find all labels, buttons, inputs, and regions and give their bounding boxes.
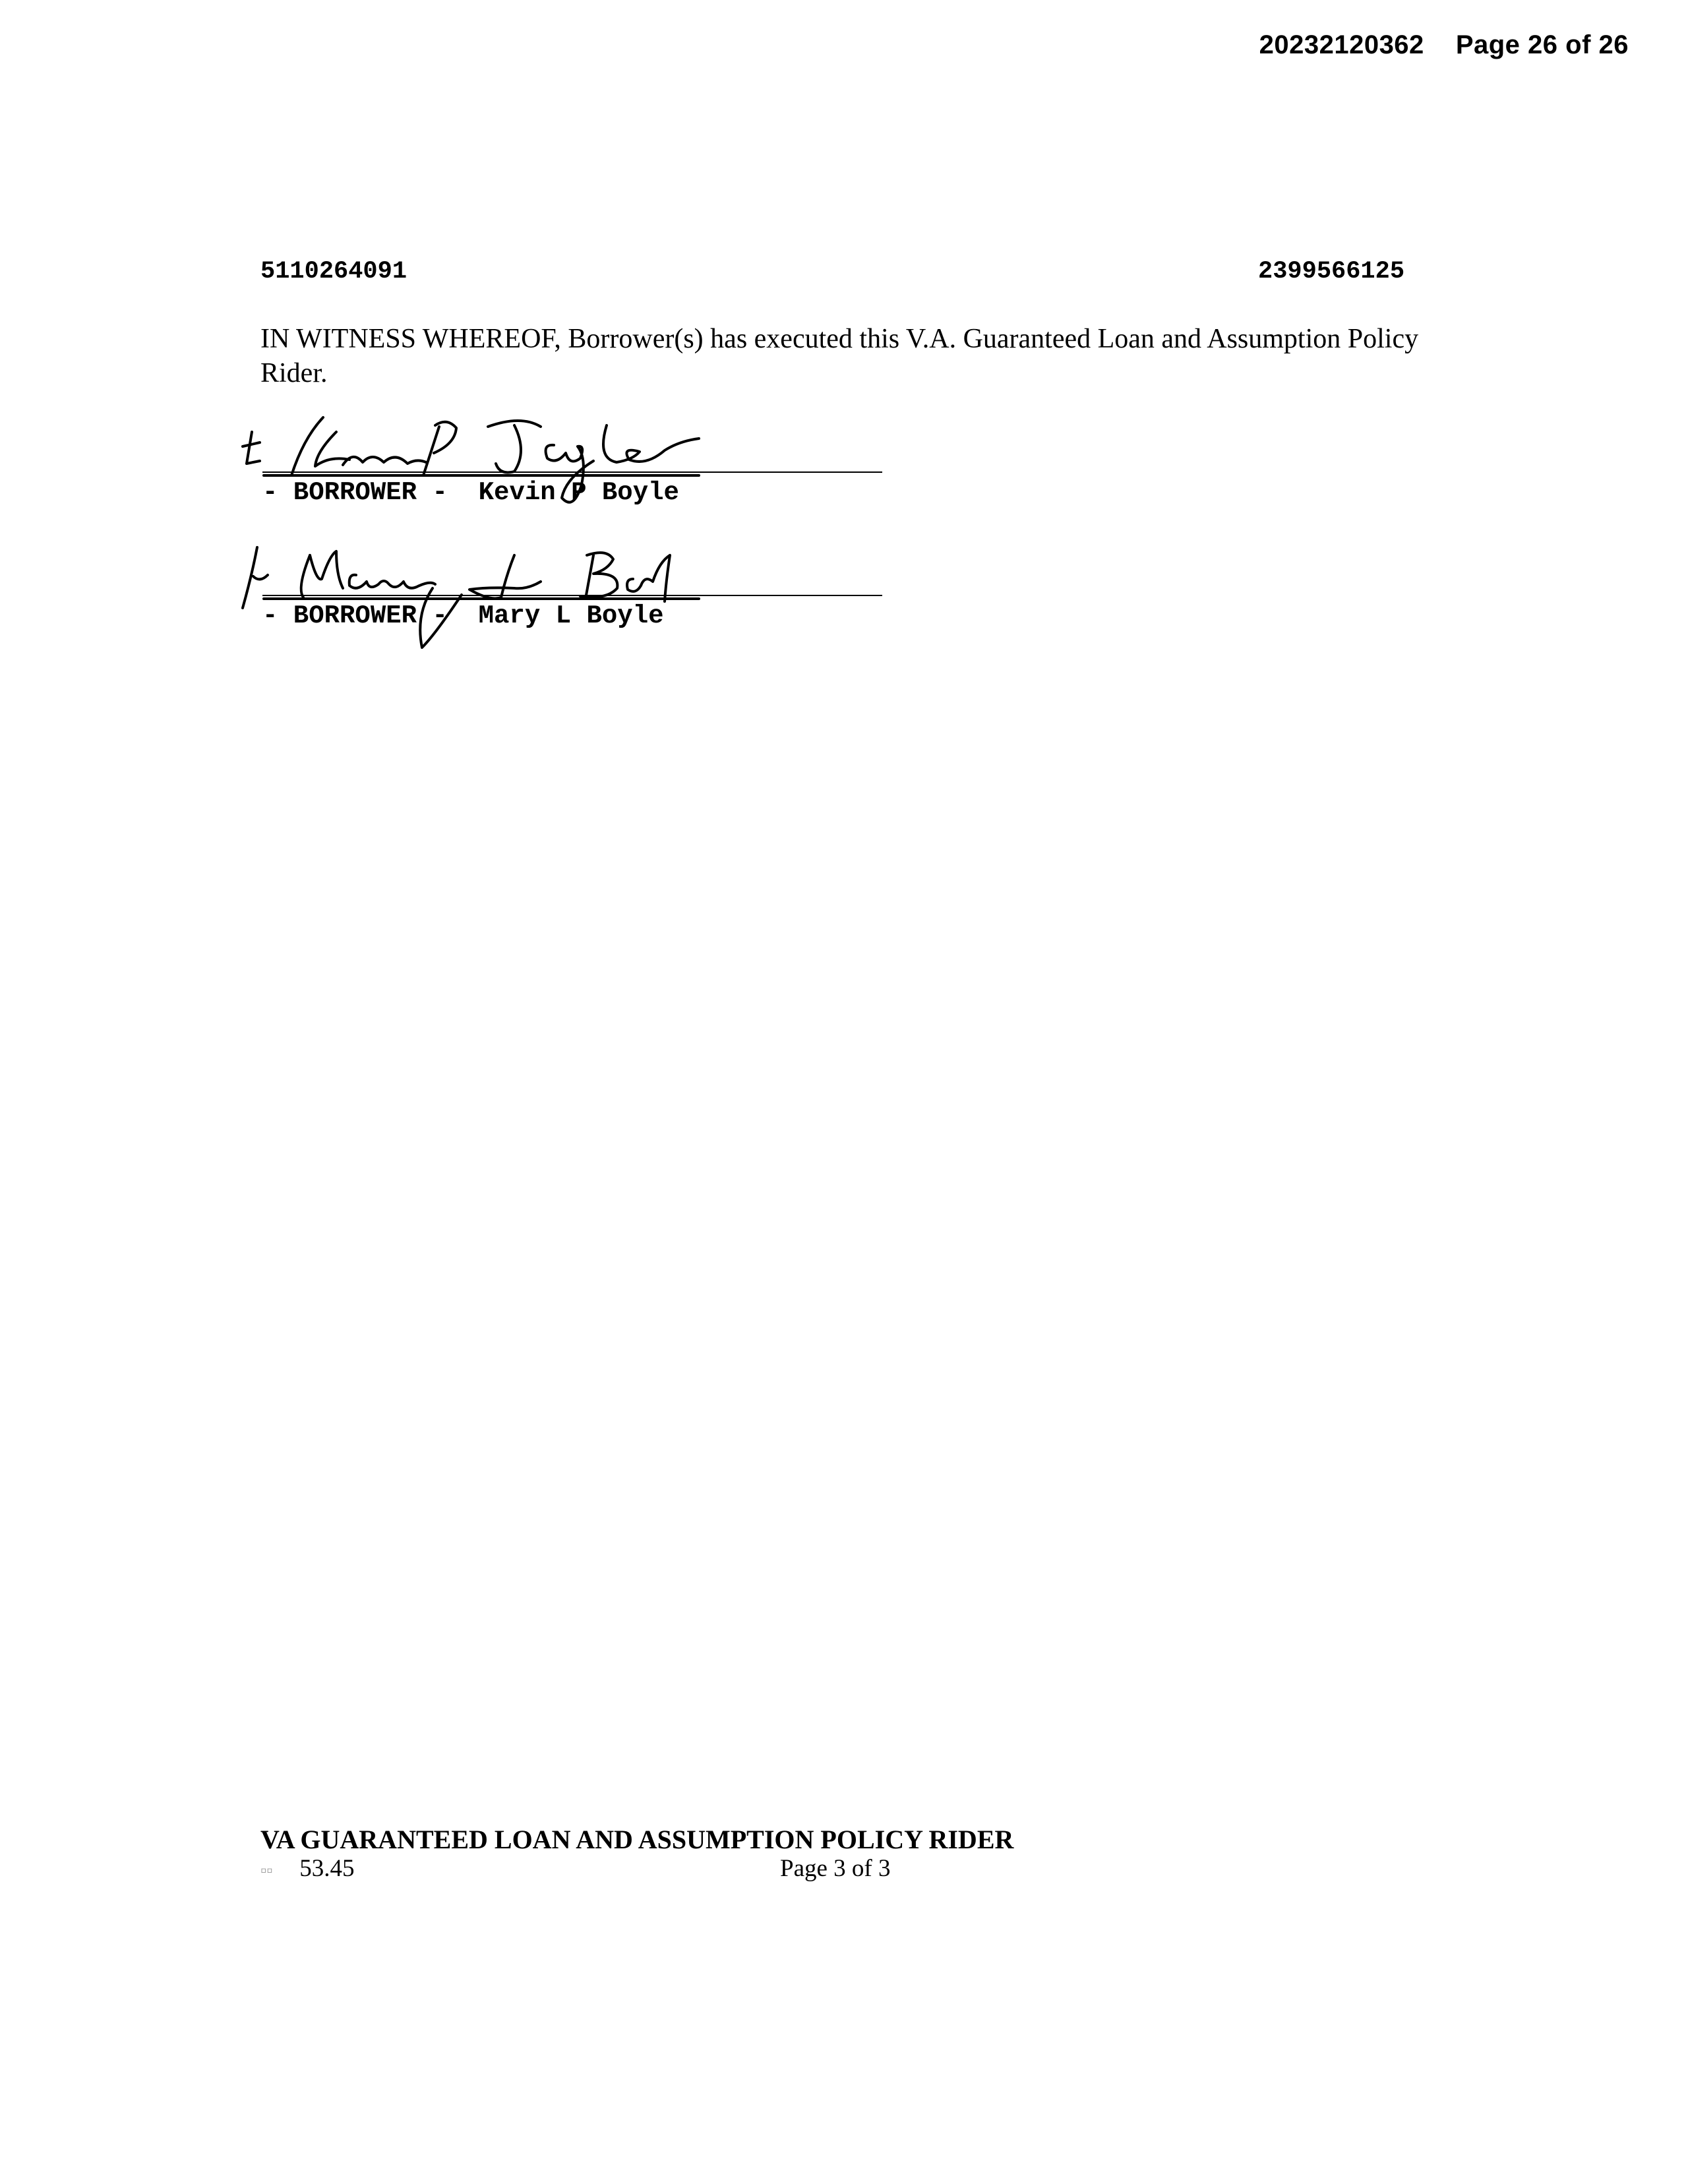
form-title: VA GUARANTEED LOAN AND ASSUMPTION POLICY RIDER [260, 1825, 1014, 1854]
signature-kevin-boyle [237, 412, 897, 524]
signature-line [262, 595, 882, 596]
signature-caption-mary: - BORROWER - Mary L Boyle [262, 601, 664, 630]
signature-block-mary [237, 535, 897, 628]
signature-mary-boyle [237, 535, 897, 648]
loan-number-right: 2399566125 [1258, 258, 1405, 286]
page-label: Page 26 of 26 [1455, 30, 1629, 59]
signature-block-kevin [237, 412, 897, 507]
recording-header [1259, 30, 1629, 60]
form-number: 53.45 [299, 1855, 355, 1882]
signature-line [262, 471, 882, 473]
loan-number-left: 5110264091 [260, 258, 407, 286]
form-page-number: Page 3 of 3 [780, 1855, 891, 1882]
form-logo-icon: ▫▫ [260, 1860, 273, 1880]
record-number: 20232120362 [1259, 30, 1424, 59]
form-footer [260, 1854, 1052, 1883]
signature-caption-kevin: - BORROWER - Kevin P Boyle [262, 478, 679, 507]
witness-statement: IN WITNESS WHEREOF, Borrower(s) has executed this V.A. Guaranteed Loan and Assumption Policy Rider. [260, 324, 1419, 388]
